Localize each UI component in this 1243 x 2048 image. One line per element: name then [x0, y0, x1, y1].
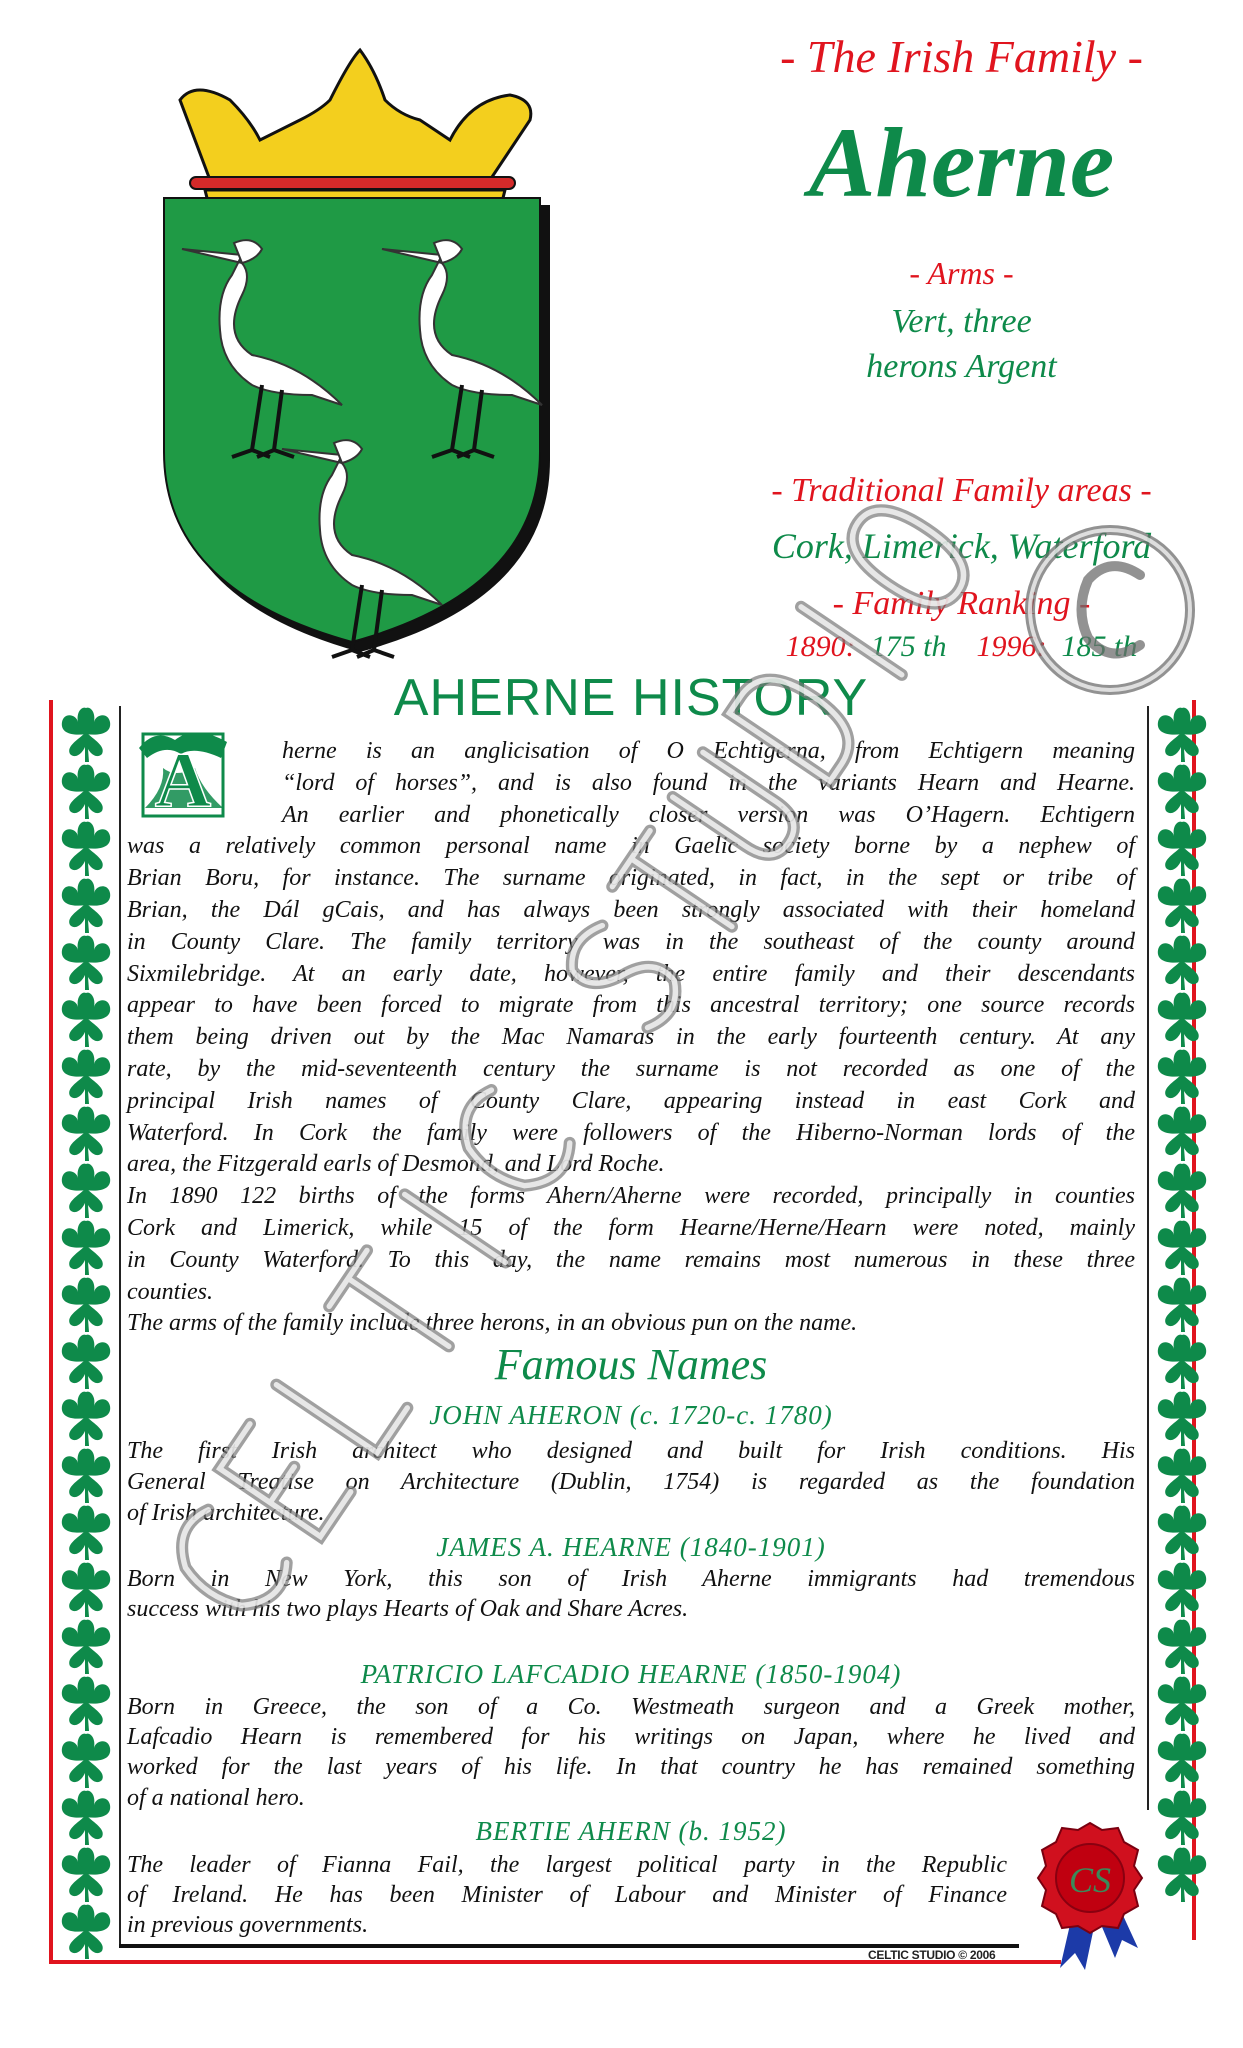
- famous-person-description-line: Born in New York, this son of Irish Aherne immigrants had tremendous: [127, 1566, 1135, 1592]
- famous-person-description-line: success with his two plays Hearts of Oak and Share Acres.: [127, 1596, 689, 1622]
- shamrock-border-left: [54, 706, 118, 1956]
- history-line: Brian Boru, for instance. The surname originated, in fact, in the sept or tribe of: [127, 865, 1135, 892]
- history-line: An earlier and phonetically closer version was O’Hagern. Echtigern: [282, 801, 1135, 828]
- shamrock-icon: [1152, 1504, 1212, 1565]
- history-line: Cork and Limerick, while 15 of the form Hearne/Herne/Hearn were noted, mainly: [127, 1215, 1135, 1241]
- areas-value: Cork, Limerick, Waterford: [771, 526, 1152, 566]
- famous-person-name: JOHN AHERON (c. 1720-c. 1780): [429, 1400, 833, 1430]
- arms-line-2: herons Argent: [866, 348, 1057, 385]
- famous-person-description-line: The first Irish architect who designed and built for Irish conditions. His: [127, 1438, 1135, 1464]
- shamrock-icon: [1152, 934, 1212, 995]
- history-line: Sixmilebridge. At an early date, however, the entire family and their descendants: [127, 960, 1135, 987]
- famous-person-description-line: worked for the last years of his life. In that country he has remained something: [127, 1754, 1135, 1780]
- shamrock-icon: [56, 1504, 116, 1565]
- shamrock-icon: [56, 1276, 116, 1337]
- shamrock-icon: [1152, 1390, 1212, 1451]
- drop-cap-icon: [135, 728, 231, 820]
- ranking-label: - Family Ranking -: [832, 585, 1091, 622]
- famous-person-description-line: Born in Greece, the son of a Co. Westmeath surgeon and a Greek mother,: [127, 1694, 1135, 1720]
- shamrock-icon: [1152, 1105, 1212, 1166]
- shamrock-icon: [56, 991, 116, 1052]
- shamrock-icon: [56, 763, 116, 824]
- svg-text:A: A: [154, 736, 212, 820]
- history-line: appear to have been forced to migrate from this ancestral territory; one source records: [127, 992, 1135, 1019]
- arms-line-1: Vert, three: [891, 303, 1032, 340]
- kicker-title: - The Irish Family -: [780, 31, 1143, 82]
- famous-person-name: JAMES A. HEARNE (1840-1901): [436, 1532, 826, 1562]
- famous-person-description-line: in previous governments.: [127, 1912, 369, 1938]
- shamrock-icon: [1152, 991, 1212, 1052]
- history-line: in County Waterford. To this day, the name remains most numerous in these three: [127, 1246, 1135, 1273]
- ranking-1996-value: 185 th: [1061, 630, 1138, 663]
- shamrock-icon: [56, 934, 116, 995]
- shamrock-icon: [56, 877, 116, 938]
- history-line: counties.: [127, 1278, 213, 1305]
- history-line: them being driven out by the Mac Namaras in the early fourteenth century. At any: [127, 1024, 1135, 1051]
- famous-person-description-line: of Irish architecture.: [127, 1500, 325, 1526]
- shamrock-icon: [56, 1846, 116, 1907]
- history-line: herne is an anglicisation of O Echtigerna, from Echtigern meaning: [282, 738, 1135, 764]
- shamrock-icon: [1152, 1732, 1212, 1793]
- ranking-1890-label: 1890:: [785, 630, 856, 663]
- shamrock-icon: [1152, 1846, 1212, 1907]
- shamrock-icon: [56, 1048, 116, 1109]
- ranking-values: [680, 630, 1243, 664]
- history-line: “lord of horses”, and is also found in the variants Hearn and Hearne.: [282, 769, 1135, 796]
- shamrock-icon: [1152, 1447, 1212, 1508]
- shamrock-icon: [56, 1561, 116, 1622]
- famous-person-description-line: General Treatise on Architecture (Dublin, 1754) is regarded as the foundation: [127, 1469, 1135, 1495]
- shamrock-icon: [56, 706, 116, 767]
- black-rule-right: [1147, 706, 1149, 1810]
- surname-title: Aherne: [808, 107, 1115, 218]
- shamrock-icon: [1152, 1675, 1212, 1736]
- shamrock-icon: [56, 1105, 116, 1166]
- famous-person-name: BERTIE AHERN (b. 1952): [475, 1816, 787, 1846]
- shamrock-icon: [56, 1162, 116, 1223]
- famous-person-description-line: Lafcadio Hearn is remembered for his writings on Japan, where he lived and: [127, 1724, 1135, 1750]
- footer-credit: CELTIC STUDIO © 2006: [868, 1948, 996, 1962]
- shamrock-icon: [1152, 1561, 1212, 1622]
- shamrock-icon: [1152, 763, 1212, 824]
- ranking-1996-label: 1996:: [976, 630, 1047, 663]
- history-line: was a relatively common personal name in Gaelic society borne by a nephew of: [127, 833, 1135, 860]
- shamrock-icon: [1152, 1048, 1212, 1109]
- shamrock-icon: [1152, 877, 1212, 938]
- shamrock-icon: [1152, 1276, 1212, 1337]
- history-line: Waterford. In Cork the family were followers of the Hiberno-Norman lords of the: [127, 1119, 1135, 1146]
- history-line: rate, by the mid-seventeenth century the surname is not recorded as one of the: [127, 1056, 1135, 1082]
- wax-seal-icon: [1030, 1818, 1150, 1978]
- shamrock-icon: [56, 1390, 116, 1451]
- shamrock-icon: [56, 1789, 116, 1850]
- areas-label: - Traditional Family areas -: [771, 472, 1152, 509]
- shamrock-icon: [1152, 1789, 1212, 1850]
- arms-label: - Arms -: [909, 255, 1014, 291]
- history-line: The arms of the family include three herons, in an obvious pun on the name.: [127, 1310, 858, 1337]
- shamrock-icon: [56, 1618, 116, 1679]
- history-line: Brian, the Dál gCais, and has always been strongly associated with their homeland: [127, 897, 1135, 923]
- shamrock-border-right: [1150, 706, 1214, 1936]
- history-line: In 1890 122 births of the forms Ahern/Aherne were recorded, principally in counties: [127, 1183, 1135, 1210]
- shamrock-icon: [1152, 1333, 1212, 1394]
- shamrock-icon: [1152, 1618, 1212, 1679]
- shamrock-icon: [1152, 820, 1212, 881]
- famous-person-description-line: The leader of Fianna Fail, the largest political party in the Republic: [127, 1852, 1007, 1878]
- shamrock-icon: [56, 820, 116, 881]
- shamrock-icon: [56, 1447, 116, 1508]
- ranking-1890-value: 175 th: [870, 630, 947, 663]
- shamrock-icon: [1152, 706, 1212, 767]
- history-line: principal Irish names of County Clare, appearing instead in east Cork and: [127, 1087, 1135, 1114]
- famous-names-title: Famous Names: [494, 1340, 768, 1389]
- famous-person-name: PATRICIO LAFCADIO HEARNE (1850-1904): [360, 1659, 902, 1689]
- black-rule-left: [119, 706, 121, 1948]
- history-line: area, the Fitzgerald earls of Desmond, and Lord Roche.: [127, 1151, 665, 1178]
- famous-person-description-line: of Ireland. He has been Minister of Labour and Minister of Finance: [127, 1882, 1007, 1908]
- red-border-left: [49, 700, 53, 1964]
- shamrock-icon: [1152, 1219, 1212, 1280]
- shamrock-icon: [56, 1219, 116, 1280]
- history-line: in County Clare. The family territory was in the southeast of the county around: [127, 928, 1135, 955]
- famous-person-description-line: of a national hero.: [127, 1785, 305, 1811]
- svg-text:CS: CS: [1068, 1860, 1112, 1900]
- shamrock-icon: [56, 1333, 116, 1394]
- shamrock-icon: [56, 1675, 116, 1736]
- shamrock-icon: [56, 1903, 116, 1964]
- history-title: AHERNE HISTORY: [393, 669, 869, 727]
- coat-of-arms: [150, 40, 560, 660]
- shamrock-icon: [1152, 1162, 1212, 1223]
- shamrock-icon: [56, 1732, 116, 1793]
